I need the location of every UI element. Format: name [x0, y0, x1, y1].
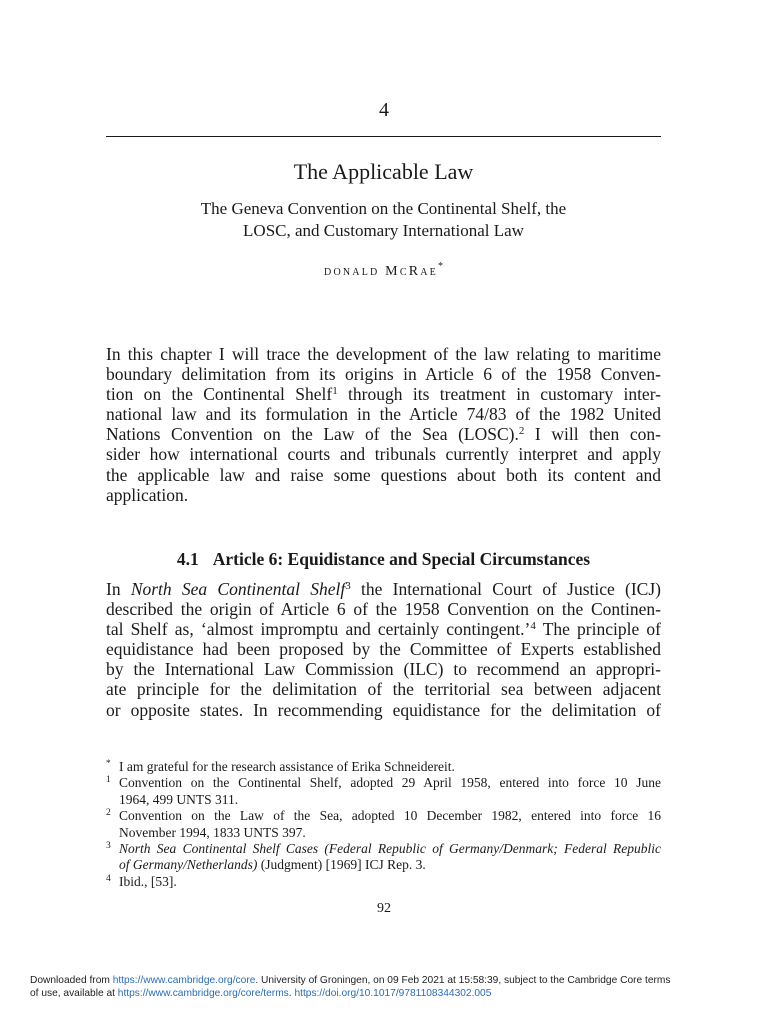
text-line: ate principle for the delimitation of the territorial sea between adjacent [106, 679, 661, 700]
text-line: boundary delimitation from its origins in Article 6 of the 1958 Conven- [106, 364, 661, 385]
section-heading [106, 548, 661, 570]
text-line: application. [106, 484, 189, 505]
footnote-ref[interactable]: 4 [530, 620, 536, 633]
text-line: described the origin of Article 6 of the 1958 Convention on the Continen- [106, 599, 661, 620]
footnote-mark: 2 [106, 808, 111, 819]
text-line: equidistance had been proposed by the Committee of Experts established [106, 639, 661, 660]
subtitle-line: The Geneva Convention on the Continental Shelf, the [200, 199, 567, 218]
footnote-ref[interactable]: 2 [518, 425, 525, 438]
chapter-number: 4 [379, 99, 389, 121]
footnote-mark: * [106, 759, 111, 769]
footnote [106, 775, 661, 808]
footnote [106, 874, 661, 890]
cambridge-core-link[interactable]: https://www.cambridge.org/core [112, 975, 256, 986]
footnote [106, 759, 661, 775]
title-divider [106, 136, 661, 137]
intro-paragraph [106, 344, 661, 505]
section-number: 4.1 [176, 549, 199, 569]
author-last-rest: ae [420, 264, 438, 279]
author-last-initial2: R [408, 264, 421, 279]
author-first-name: donald [324, 264, 380, 279]
text-line: or opposite states. In recommending equidistance for the delimitation of [106, 699, 661, 720]
footnote-text: I am grateful for the research assistance of Erika Schneidereit. [119, 759, 455, 774]
page-number: 92 [377, 901, 391, 916]
terms-link[interactable]: https://www.cambridge.org/core/terms [117, 988, 289, 999]
author-footnote-mark: * [437, 261, 443, 272]
footnote-mark: 1 [106, 775, 111, 786]
text-line: by the International Law Commission (ILC) to recommend an appropri- [106, 659, 661, 680]
doi-link[interactable]: https://doi.org/10.1017/9781108344302.005 [294, 988, 492, 999]
footnote-text: Convention on the Law of the Sea, adopted 10 December 1982, entered into force 16 [119, 808, 661, 824]
text-line: national law and its formulation in the Article 74/83 of the 1982 United [106, 404, 661, 425]
text-line: In North Sea Continental Shelf$^3$ the International Court of Justice (ICJ) [106, 579, 661, 599]
author-last-small: c [399, 264, 409, 279]
footnote-text: of Germany/Netherlands) (Judgment) [1969] ICJ Rep. 3. [119, 857, 426, 873]
chapter-subtitle [150, 198, 617, 242]
section-title: Article 6: Equidistance and Special Circumstances [212, 549, 591, 569]
body-paragraph [106, 579, 661, 720]
footnote-text: Ibid., [53]. [119, 873, 177, 889]
author-last-initial: M [385, 264, 400, 279]
author-name [106, 262, 661, 282]
subtitle-line: LOSC, and Customary International Law [243, 221, 524, 240]
footnote-mark: 4 [106, 873, 111, 884]
text-line: the applicable law and raise some questions about both its content and [106, 464, 661, 485]
chapter-title: The Applicable Law [293, 159, 474, 184]
footnote-text: Convention on the Continental Shelf, adopted 29 April 1958, entered into force 10 June [119, 775, 661, 791]
footnote-text: 1964, 499 UNTS 311. [119, 791, 239, 807]
text-line: sider how international courts and tribunals currently interpret and apply [106, 444, 661, 465]
download-line: Downloaded from https://www.cambridge.org/core. University of Groningen, on 09 Feb 2021 at 15:58:39, subject to the Cambridge Core terms [30, 975, 671, 986]
footnote-text: North Sea Continental Shelf Cases (Federal Republic of Germany/Denmark; Federal Republic [119, 841, 661, 857]
footnote-mark: 3 [106, 841, 111, 852]
footnote-ref[interactable]: 1 [332, 385, 338, 398]
download-notice [30, 974, 750, 1000]
footnote-ref[interactable]: 3 [345, 580, 351, 592]
footnote [106, 808, 661, 841]
text-line: tion on the Continental Shelf$^1$ through its treatment in customary inter- [106, 384, 662, 405]
footnote [106, 841, 661, 874]
text-line: Nations Convention on the Law of the Sea (LOSC).$^2$ I will then con- [106, 424, 661, 445]
footnotes [106, 759, 661, 890]
case-name: North Sea Continental Shelf [130, 579, 346, 599]
footnote-text: November 1994, 1833 UNTS 397. [119, 824, 306, 840]
text-line: tal Shelf as, ‘almost impromptu and certainly contingent.’$^4$ The principle of [106, 619, 661, 640]
text-line: In this chapter I will trace the development of the law relating to maritime [106, 344, 661, 364]
download-line: of use, available at https://www.cambridge.org/core/terms. https://doi.org/10.1017/9781108344302.005 [30, 988, 492, 999]
